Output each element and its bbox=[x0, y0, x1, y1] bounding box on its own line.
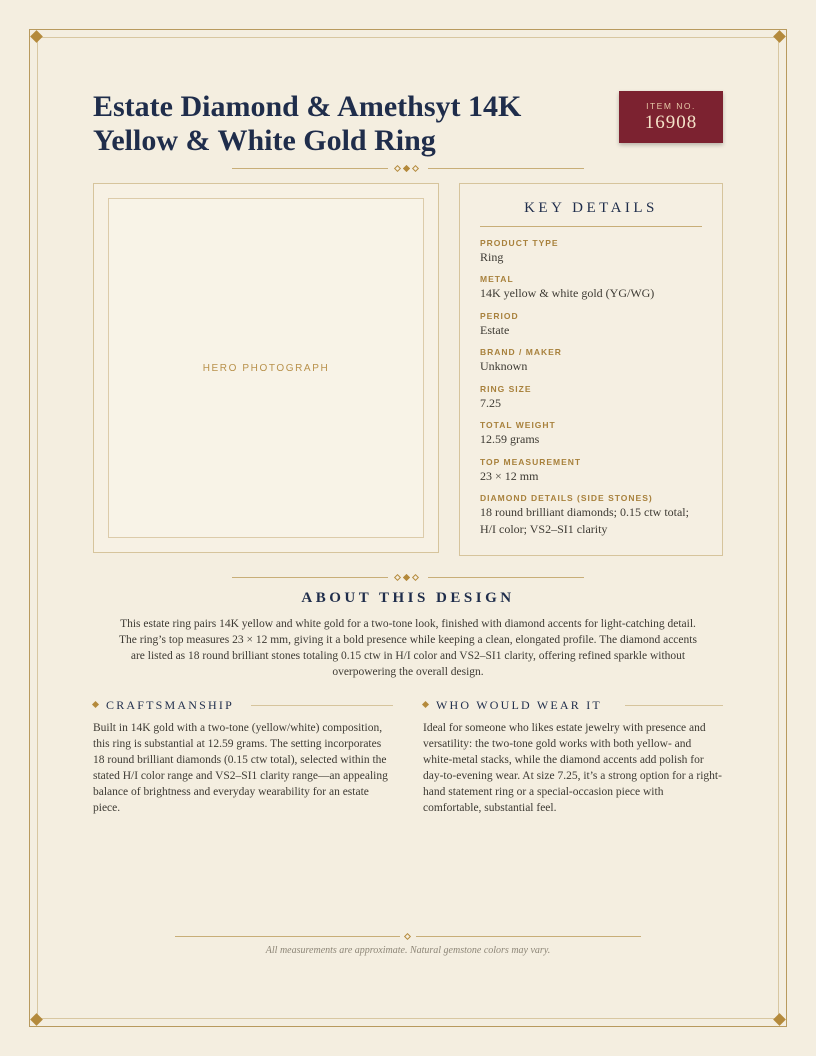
item-number-badge bbox=[619, 91, 723, 143]
detail-label: PERIOD bbox=[480, 311, 519, 321]
hero-photo-placeholder bbox=[108, 198, 424, 538]
section-rule bbox=[251, 705, 393, 706]
detail-period bbox=[480, 311, 705, 339]
detail-brand-maker bbox=[480, 347, 705, 375]
ornament-diamond-icon bbox=[412, 165, 419, 172]
footer-divider bbox=[175, 932, 641, 942]
ornament-diamond-icon bbox=[394, 165, 401, 172]
detail-value: 14K yellow & white gold (YG/WG) bbox=[480, 286, 655, 300]
hero-photo-label: HERO PHOTOGRAPH bbox=[202, 362, 330, 374]
about-divider bbox=[232, 573, 584, 583]
craftsmanship-heading: CRAFTSMANSHIP bbox=[106, 698, 234, 712]
detail-value: 23 × 12 mm bbox=[480, 469, 539, 483]
ornament-diamond-icon bbox=[404, 933, 411, 940]
detail-label: DIAMOND DETAILS (SIDE STONES) bbox=[480, 493, 653, 503]
about-heading: ABOUT THIS DESIGN bbox=[301, 590, 515, 606]
page-title: Estate Diamond & Amethsyt 14K Yellow & White Gold Ring bbox=[93, 90, 522, 157]
detail-value: Unknown bbox=[480, 359, 528, 373]
detail-value: 12.59 grams bbox=[480, 432, 540, 446]
title-divider bbox=[232, 164, 584, 174]
detail-top-measurement bbox=[480, 457, 705, 485]
key-details-heading: KEY DETAILS bbox=[524, 200, 658, 216]
section-diamond-icon bbox=[422, 701, 429, 708]
item-number-value: 16908 bbox=[644, 112, 698, 133]
detail-diamond-details bbox=[480, 493, 705, 538]
detail-ring-size bbox=[480, 384, 705, 412]
detail-label: TOTAL WEIGHT bbox=[480, 420, 556, 430]
key-details-rule bbox=[480, 226, 702, 227]
detail-total-weight bbox=[480, 420, 705, 448]
hero-photo-frame bbox=[93, 183, 439, 553]
detail-label: METAL bbox=[480, 274, 514, 284]
detail-label: TOP MEASUREMENT bbox=[480, 457, 582, 467]
detail-value: 18 round brilliant diamonds; 0.15 ctw total; H/I color; VS2–SI1 clarity bbox=[480, 505, 689, 536]
footer-note: All measurements are approximate. Natural gemstone colors may vary. bbox=[265, 945, 551, 956]
who-would-wear-header bbox=[423, 698, 723, 712]
who-would-wear-body: Ideal for someone who likes estate jewelry with presence and versatility: the two-tone gold works with both yellow- and white-metal stacks, while the diamond accents add polish for day-to-evening wear. At size 7.25, it’s a strong option for a right-hand statement ring or a special-occasion piece with comfortable, substantial feel. bbox=[423, 722, 722, 814]
ornament-diamond-icon bbox=[412, 574, 419, 581]
section-rule bbox=[625, 705, 723, 706]
item-number-label: ITEM NO. bbox=[646, 101, 696, 111]
section-diamond-icon bbox=[92, 701, 99, 708]
detail-label: RING SIZE bbox=[480, 384, 532, 394]
about-body: This estate ring pairs 14K yellow and white gold for a two-tone look, finished with diamond accents for light-catching detail. The ring’s top measures 23 × 12 mm, giving it a bold presence while keeping a clean, elongated profile. The diamond accents are listed as 18 round brilliant stones totaling 0.15 ctw in H/I color and VS2–SI1 clarity, offering refined sparkle without overpowering the overall design. bbox=[119, 618, 697, 678]
detail-value: Ring bbox=[480, 250, 504, 264]
ornament-diamond-icon bbox=[394, 574, 401, 581]
detail-label: BRAND / MAKER bbox=[480, 347, 562, 357]
ornament-diamond-icon bbox=[403, 574, 410, 581]
detail-value: 7.25 bbox=[480, 396, 501, 410]
detail-product-type bbox=[480, 238, 705, 266]
detail-label: PRODUCT TYPE bbox=[480, 238, 559, 248]
detail-value: Estate bbox=[480, 323, 510, 337]
ornament-diamond-icon bbox=[403, 165, 410, 172]
key-details-panel bbox=[459, 183, 723, 556]
who-would-wear-heading: WHO WOULD WEAR IT bbox=[436, 698, 602, 712]
craftsmanship-body: Built in 14K gold with a two-tone (yellow/white) composition, this ring is substantial at 12.59 grams. The setting incorporates 18 round brilliant diamonds (0.15 ctw total), selected within the stated H/I color range and VS2–SI1 clarity range—an appealing balance of brightness and everyday wearability for an estate piece. bbox=[93, 722, 388, 814]
craftsmanship-header bbox=[93, 698, 393, 712]
detail-metal bbox=[480, 274, 705, 302]
